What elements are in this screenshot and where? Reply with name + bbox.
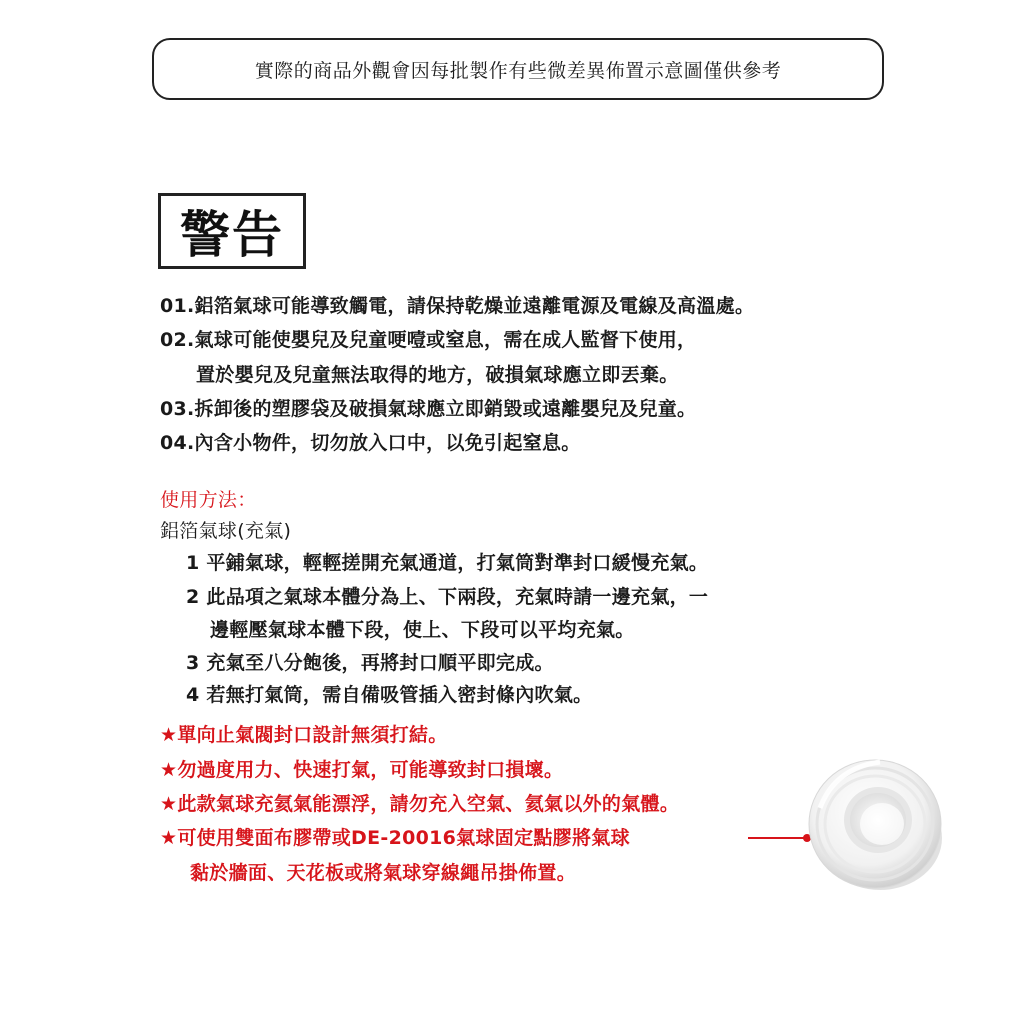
note-no-force: ★勿過度用力、快速打氣，可能導致封口損壞。 — [160, 759, 564, 781]
warning-item-4: 04.內含小物件，切勿放入口中，以免引起窒息。 — [160, 432, 581, 454]
warning-item-3: 03.拆卸後的塑膠袋及破損氣球應立即銷毀或遠離嬰兒及兒童。 — [160, 398, 697, 420]
disclaimer-text: 實際的商品外觀會因每批製作有些微差異佈置示意圖僅供參考 — [254, 59, 782, 82]
warning-item-2-cont: 置於嬰兒及兒童無法取得的地方，破損氣球應立即丟棄。 — [196, 364, 679, 386]
note-glue-dots: ★可使用雙面布膠帶或DE-20016氣球固定點膠將氣球 — [160, 827, 630, 849]
usage-heading: 使用方法： — [160, 489, 257, 511]
usage-step-2-cont: 邊輕壓氣球本體下段，使上、下段可以平均充氣。 — [210, 619, 635, 641]
glue-dots-roll-image — [800, 748, 950, 898]
usage-step-4: 4 若無打氣筒，需自備吸管插入密封條內吹氣。 — [186, 684, 593, 706]
warning-title: 警告 — [180, 206, 284, 264]
note-helium: ★此款氣球充氦氣能漂浮，請勿充入空氣、氦氣以外的氣體。 — [160, 793, 680, 815]
warning-item-1: 01.鋁箔氣球可能導致觸電，請保持乾燥並遠離電源及電線及高溫處。 — [160, 295, 755, 317]
warning-title-box — [158, 193, 306, 269]
usage-step-1: 1 平鋪氣球，輕輕搓開充氣通道，打氣筒對準封口緩慢充氣。 — [186, 552, 709, 574]
disclaimer-box — [152, 38, 884, 100]
note-glue-dots-cont: 黏於牆面、天花板或將氣球穿線繩吊掛佈置。 — [190, 862, 577, 884]
usage-step-2: 2 此品項之氣球本體分為上、下兩段，充氣時請一邊充氣，一 — [186, 586, 709, 608]
note-one-way-valve: ★單向止氣閥封口設計無須打結。 — [160, 724, 448, 746]
leader-line — [748, 837, 808, 839]
usage-subheading: 鋁箔氣球(充氣) — [160, 520, 292, 542]
usage-step-3: 3 充氣至八分飽後，再將封口順平即完成。 — [186, 652, 554, 674]
warning-item-2: 02.氣球可能使嬰兒及兒童哽噎或窒息，需在成人監督下使用， — [160, 329, 697, 351]
